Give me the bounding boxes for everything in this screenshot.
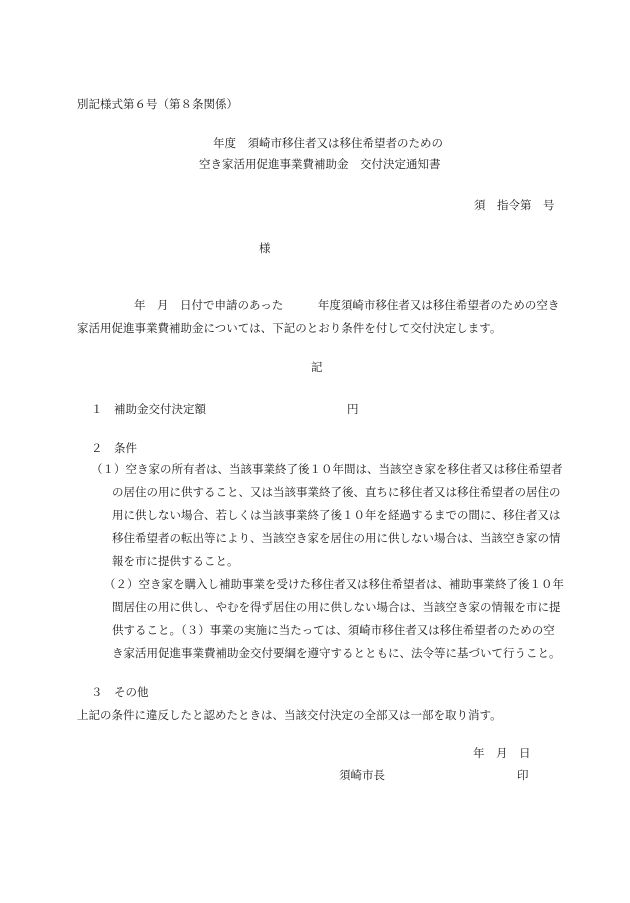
section3-text: 上記の条件に違反したと認めたときは、当該交付決定の全部又は一部を取り消す。: [77, 708, 502, 722]
ki-heading: 記: [311, 360, 323, 374]
recipient-suffix: 様: [259, 241, 271, 255]
condition-1-line: 用に供しない場合、若しくは当該事業終了後１０年を経過するまでの間に、移住者又は: [112, 508, 561, 522]
doc-number: 須 指令第 号: [474, 198, 555, 212]
condition-1-line: （１）空き家の所有者は、当該事業終了後１０年間は、当該空き家を移住者又は移住希望者: [91, 462, 563, 476]
section1-label: １ 補助金交付決定額: [91, 402, 206, 416]
intro-line-1: 年 月 日付で申請のあった 年度須崎市移住者又は移住希望者のための空き: [134, 298, 560, 312]
signer-title: 須崎市長: [339, 768, 385, 782]
condition-2-line: 供すること。（３）事業の実施に当たっては、須崎市移住者又は移住希望者のための空: [112, 623, 555, 637]
form-id: 別記様式第６号（第８条関係）: [77, 97, 238, 111]
condition-1-line: 移住希望者の転出等により、当該空き家を居住の用に供しない場合は、当該空き家の情: [112, 531, 561, 545]
title-line-1: 年度 須崎市移住者又は移住希望者のための: [213, 136, 443, 150]
seal-mark: 印: [517, 768, 529, 782]
condition-1-line: の居住の用に供すること、又は当該事業終了後、直ちに移住者又は移住希望者の居住の: [112, 485, 561, 499]
section2-label: ２ 条件: [91, 441, 137, 455]
date-line: 年 月 日: [473, 746, 531, 760]
section1-unit: 円: [347, 402, 359, 416]
condition-1-line: 報を市に提供すること。: [112, 554, 239, 568]
condition-2-line: （２）空き家を購入し補助事業を受けた移住者又は移住希望者は、補助事業終了後１０年: [104, 577, 564, 591]
title-line-2: 空き家活用促進事業費補助金 交付決定通知書: [199, 157, 441, 171]
condition-2-line: き家活用促進事業費補助金交付要綱を遵守するとともに、法令等に基づいて行うこと。: [112, 646, 561, 660]
section3-label: ３ その他: [91, 685, 149, 699]
condition-2-line: 間居住の用に供し、やむを得ず居住の用に供しない場合は、当該空き家の情報を市に提: [112, 600, 561, 614]
intro-line-2: 家活用促進事業費補助金については、下記のとおり条件を付して交付決定します。: [77, 321, 502, 335]
